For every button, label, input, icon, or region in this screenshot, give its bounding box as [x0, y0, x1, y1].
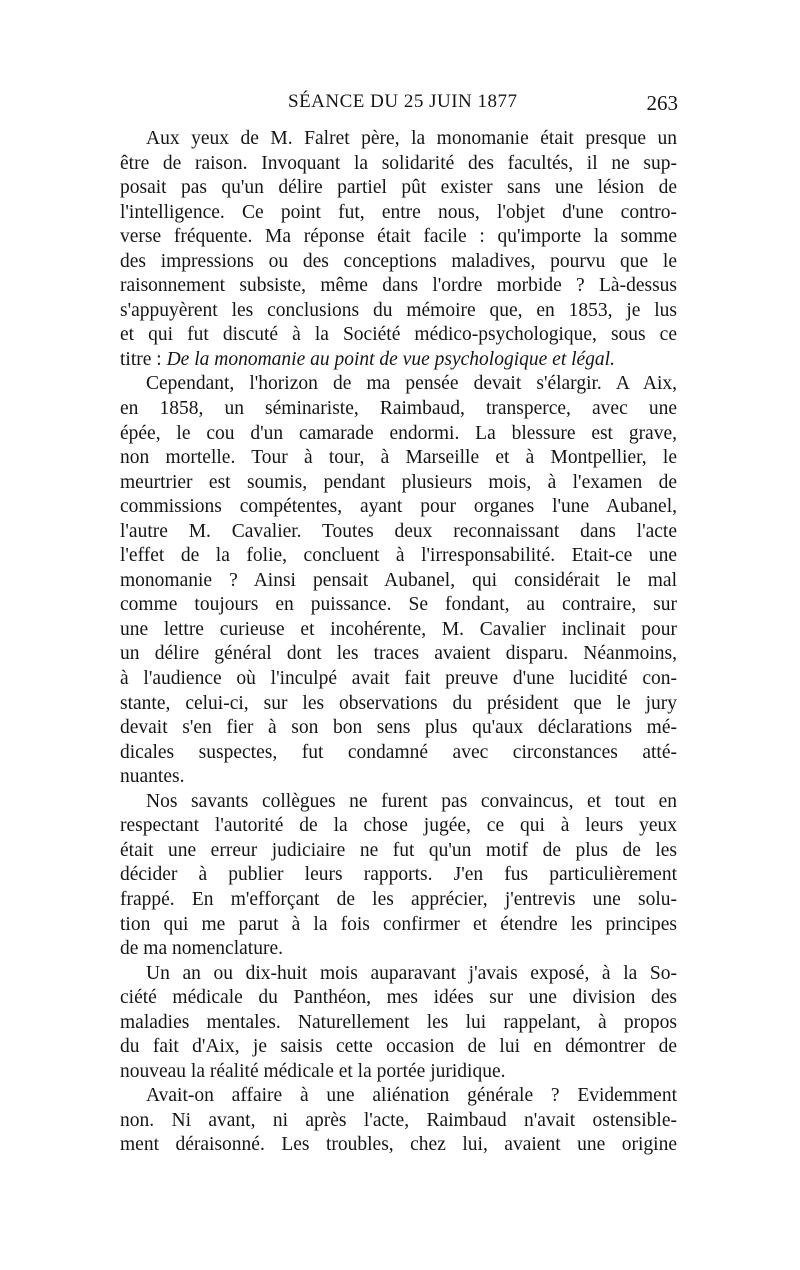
- body-text: [120, 127, 677, 1158]
- text-line: l'intelligence. Ce point fut, entre nous, l'objet d'une contro-: [120, 201, 677, 223]
- text-line: une lettre curieuse et incohérente, M. Cavalier inclinait pour: [120, 618, 677, 640]
- text-line: commissions compétentes, ayant pour organes l'une Aubanel,: [120, 496, 677, 518]
- text-line: devait s'en fier à son bon sens plus qu'aux déclarations mé-: [120, 717, 677, 739]
- text-line: comme toujours en puissance. Se fondant, au contraire, sur: [120, 594, 677, 616]
- text-line: un délire général dont les traces avaient disparu. Néanmoins,: [120, 643, 677, 665]
- text-line: non mortelle. Tour à tour, à Marseille et à Montpellier, le: [120, 447, 677, 469]
- text-line: titre : De la monomanie au point de vue psychologique et légal.: [120, 348, 615, 370]
- text-line: nouveau la réalité médicale et la portée juridique.: [120, 1060, 506, 1082]
- text-line: l'effet de la folie, concluent à l'irresponsabilité. Etait-ce une: [120, 545, 677, 567]
- text-line: ment déraisonné. Les troubles, chez lui, avaient une origine: [120, 1134, 677, 1156]
- text-line: nuantes.: [120, 766, 185, 788]
- text-line: respectant l'autorité de la chose jugée, ce qui à leurs yeux: [120, 815, 677, 837]
- text-line: ciété médicale du Panthéon, mes idées sur une division des: [120, 987, 677, 1009]
- text-line: de ma nomenclature.: [120, 938, 283, 960]
- text-line: à l'audience où l'inculpé avait fait preuve d'une lucidité con-: [120, 668, 677, 690]
- text-line: en 1858, un séminariste, Raimbaud, transperce, avec une: [120, 398, 677, 420]
- running-title: SÉANCE DU 25 JUIN 1877: [288, 91, 518, 112]
- text-line: Avait-on affaire à une aliénation générale ? Evidemment: [146, 1085, 677, 1107]
- text-line: raisonnement subsiste, même dans l'ordre morbide ? Là-dessus: [120, 275, 677, 297]
- text-line: décider à publier leurs rapports. J'en fus particulièrement: [120, 864, 677, 886]
- text-line: Nos savants collègues ne furent pas convaincus, et tout en: [146, 790, 677, 812]
- text-line: tion qui me parut à la fois confirmer et étendre les principes: [120, 913, 677, 935]
- text-line: s'appuyèrent les conclusions du mémoire que, en 1853, je lus: [120, 299, 677, 321]
- text-line: stante, celui-ci, sur les observations du président que le jury: [120, 692, 677, 714]
- text-line: meurtrier est soumis, pendant plusieurs mois, à l'examen de: [120, 471, 677, 493]
- text-line: posait pas qu'un délire partiel pût exister sans une lésion de: [120, 177, 677, 199]
- text-line: Aux yeux de M. Falret père, la monomanie était presque un: [146, 128, 677, 149]
- running-head: [118, 91, 678, 121]
- text-line: être de raison. Invoquant la solidarité des facultés, il ne sup-: [120, 152, 677, 174]
- text-line: frappé. En m'efforçant de les apprécier, j'entrevis une solu-: [120, 888, 677, 910]
- text-line: était une erreur judiciaire ne fut qu'un motif de plus de les: [120, 839, 677, 861]
- page-number: 263: [646, 91, 678, 115]
- text-line: Cependant, l'horizon de ma pensée devait s'élargir. A Aix,: [146, 373, 677, 395]
- text-line: monomanie ? Ainsi pensait Aubanel, qui considérait le mal: [120, 569, 677, 591]
- text-line: Un an ou dix-huit mois auparavant j'avais exposé, à la So-: [146, 962, 677, 984]
- text-line: du fait d'Aix, je saisis cette occasion de lui en démontrer de: [120, 1036, 677, 1058]
- text-line: des impressions ou des conceptions maladives, pourvu que le: [120, 250, 677, 272]
- text-line: et qui fut discuté à la Société médico-psychologique, sous ce: [120, 324, 677, 346]
- text-line: maladies mentales. Naturellement les lui rappelant, à propos: [120, 1011, 677, 1033]
- text-line: épée, le cou d'un camarade endormi. La blessure est grave,: [120, 422, 677, 444]
- text-line: dicales suspectes, fut condamné avec circonstances atté-: [120, 741, 677, 763]
- text-line: non. Ni avant, ni après l'acte, Raimbaud n'avait ostensible-: [120, 1109, 677, 1131]
- text-line: verse fréquente. Ma réponse était facile : qu'importe la somme: [120, 226, 677, 248]
- text-line: l'autre M. Cavalier. Toutes deux reconnaissant dans l'acte: [120, 520, 677, 542]
